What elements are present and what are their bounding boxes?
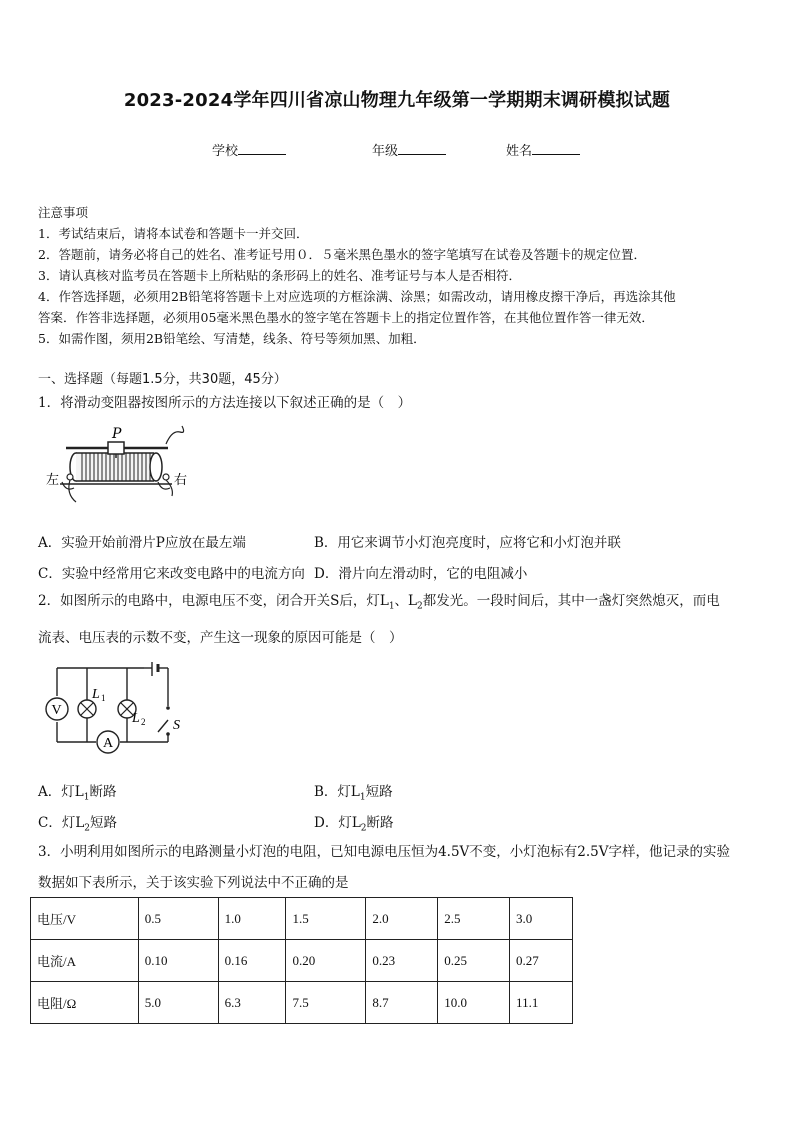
school-blank[interactable] <box>238 142 286 155</box>
option-text: B．灯L <box>314 784 360 800</box>
table-cell: 1.0 <box>218 898 286 940</box>
q1-option-d[interactable]: D．滑片向左滑动时，它的电阻减小 <box>314 566 528 582</box>
grade-field[interactable] <box>372 140 446 159</box>
slider-p-label: P <box>112 426 122 442</box>
table-cell: 0.20 <box>286 940 366 982</box>
q2-option-c[interactable] <box>38 811 117 834</box>
option-text: 断路 <box>89 784 117 800</box>
school-label: 学校 <box>212 144 239 159</box>
option-text: D．灯L <box>314 815 361 831</box>
q2-option-b[interactable] <box>314 780 393 803</box>
grade-label: 年级 <box>372 144 399 159</box>
grade-blank[interactable] <box>398 142 446 155</box>
option-text: A．灯L <box>38 784 84 800</box>
note-item: 2．答题前，请务必将自己的姓名、准考证号用０．５毫米黑色墨水的签字笔填写在试卷及答题卡的规定位置． <box>38 247 646 262</box>
note-item: 1．考试结束后，请将本试卷和答题卡一并交回． <box>38 226 309 241</box>
notes-heading: 注意事项 <box>38 205 89 220</box>
option-text: C．灯L <box>38 815 85 831</box>
left-label: 左 <box>46 473 60 488</box>
name-blank[interactable] <box>532 142 580 155</box>
table-cell: 0.10 <box>138 940 218 982</box>
table-cell: 0.25 <box>438 940 510 982</box>
q3-data-table <box>30 897 573 1024</box>
table-cell: 7.5 <box>286 982 366 1024</box>
q2-stem-text: 、L <box>394 593 418 609</box>
rheostat-figure <box>40 422 200 504</box>
voltmeter-label: V <box>51 703 62 718</box>
q1-option-b[interactable]: B．用它来调节小灯泡亮度时，应将它和小灯泡并联 <box>314 535 621 551</box>
note-item: 5．如需作图，须用2B铅笔绘、写清楚，线条、符号等须加黑、加粗． <box>38 331 426 346</box>
note-item: 答案．作答非选择题，必须用05毫米黑色墨水的签字笔在答题卡上的指定位置作答，在其他位置作答一律无效． <box>38 310 654 325</box>
name-label: 姓名 <box>506 144 533 159</box>
q3-stem <box>38 837 760 899</box>
l2-sub-label: 2 <box>141 717 146 727</box>
table-row <box>31 898 573 940</box>
switch-label: S <box>173 718 180 733</box>
q2-sub: 1 <box>388 601 395 612</box>
q1-option-a[interactable]: A．实验开始前滑片P应放在最左端 <box>38 535 246 551</box>
school-field[interactable] <box>212 140 286 159</box>
note-item: 3．请认真核对监考员在答题卡上所粘贴的条形码上的姓名、准考证号与本人是否相符． <box>38 268 521 283</box>
option-sub: 1 <box>83 792 90 803</box>
table-cell: 1.5 <box>286 898 366 940</box>
q2-option-a[interactable] <box>38 780 116 803</box>
row-label: 电阻/Ω <box>31 982 139 1024</box>
table-cell: 0.23 <box>366 940 438 982</box>
option-text: 短路 <box>365 784 393 800</box>
option-text: 断路 <box>366 815 394 831</box>
note-item: 4．作答选择题，必须用2B铅笔将答题卡上对应选项的方框涂满、涂黑；如需改动，请用橡皮擦干净后，再选涂其他 <box>38 289 676 304</box>
q1-option-c[interactable]: C．实验中经常用它来改变电路中的电流方向 <box>38 566 305 582</box>
table-row <box>31 940 573 982</box>
option-sub: 2 <box>360 823 367 834</box>
l1-label: L <box>92 687 100 702</box>
table-cell: 0.5 <box>138 898 218 940</box>
table-cell: 3.0 <box>510 898 573 940</box>
ammeter-label: A <box>103 736 114 751</box>
table-cell: 0.16 <box>218 940 286 982</box>
q1-stem: 1．将滑动变阻器按图所示的方法连接以下叙述正确的是（ ） <box>38 395 412 411</box>
table-row <box>31 982 573 1024</box>
option-sub: 2 <box>84 823 91 834</box>
q2-stem-text: 2．如图所示的电路中，电源电压不变，闭合开关S后，灯L <box>38 593 389 609</box>
table-cell: 6.3 <box>218 982 286 1024</box>
option-sub: 1 <box>359 792 366 803</box>
l2-label: L <box>132 711 140 726</box>
q3-stem-line: 3．小明利用如图所示的电路测量小灯泡的电阻，已知电源电压恒为4.5V不变，小灯泡标有2.5V字样，他记录的实验 <box>38 844 731 860</box>
table-cell: 2.0 <box>366 898 438 940</box>
right-label: 右 <box>174 473 188 488</box>
table-cell: 11.1 <box>510 982 573 1024</box>
notes-section <box>38 202 760 349</box>
q2-stem-text: 流表、电压表的示数不变，产生这一现象的原因可能是（ ） <box>38 629 403 646</box>
table-cell: 5.0 <box>138 982 218 1024</box>
q2-sub: 2 <box>417 601 423 612</box>
name-field[interactable] <box>506 140 580 159</box>
section-heading: 一、选择题（每题1.5分，共30题，45分） <box>38 372 287 387</box>
table-cell: 2.5 <box>438 898 510 940</box>
q2-option-d[interactable] <box>314 811 394 834</box>
l1-sub-label: 1 <box>101 693 106 703</box>
q3-stem-line: 数据如下表所示，关于该实验下列说法中不正确的是 <box>38 875 349 891</box>
q2-stem <box>38 586 760 654</box>
page-title: 2023-2024学年四川省凉山物理九年级第一学期期末调研模拟试题 <box>123 90 671 111</box>
row-label: 电压/V <box>31 898 139 940</box>
table-cell: 8.7 <box>366 982 438 1024</box>
table-cell: 10.0 <box>438 982 510 1024</box>
option-text: 短路 <box>90 815 118 831</box>
table-cell: 0.27 <box>510 940 573 982</box>
circuit-figure <box>40 662 190 758</box>
row-label: 电流/A <box>31 940 139 982</box>
q2-stem-text: 都发光。一段时间后，其中一盏灯突然熄灭，而电 <box>422 593 720 609</box>
